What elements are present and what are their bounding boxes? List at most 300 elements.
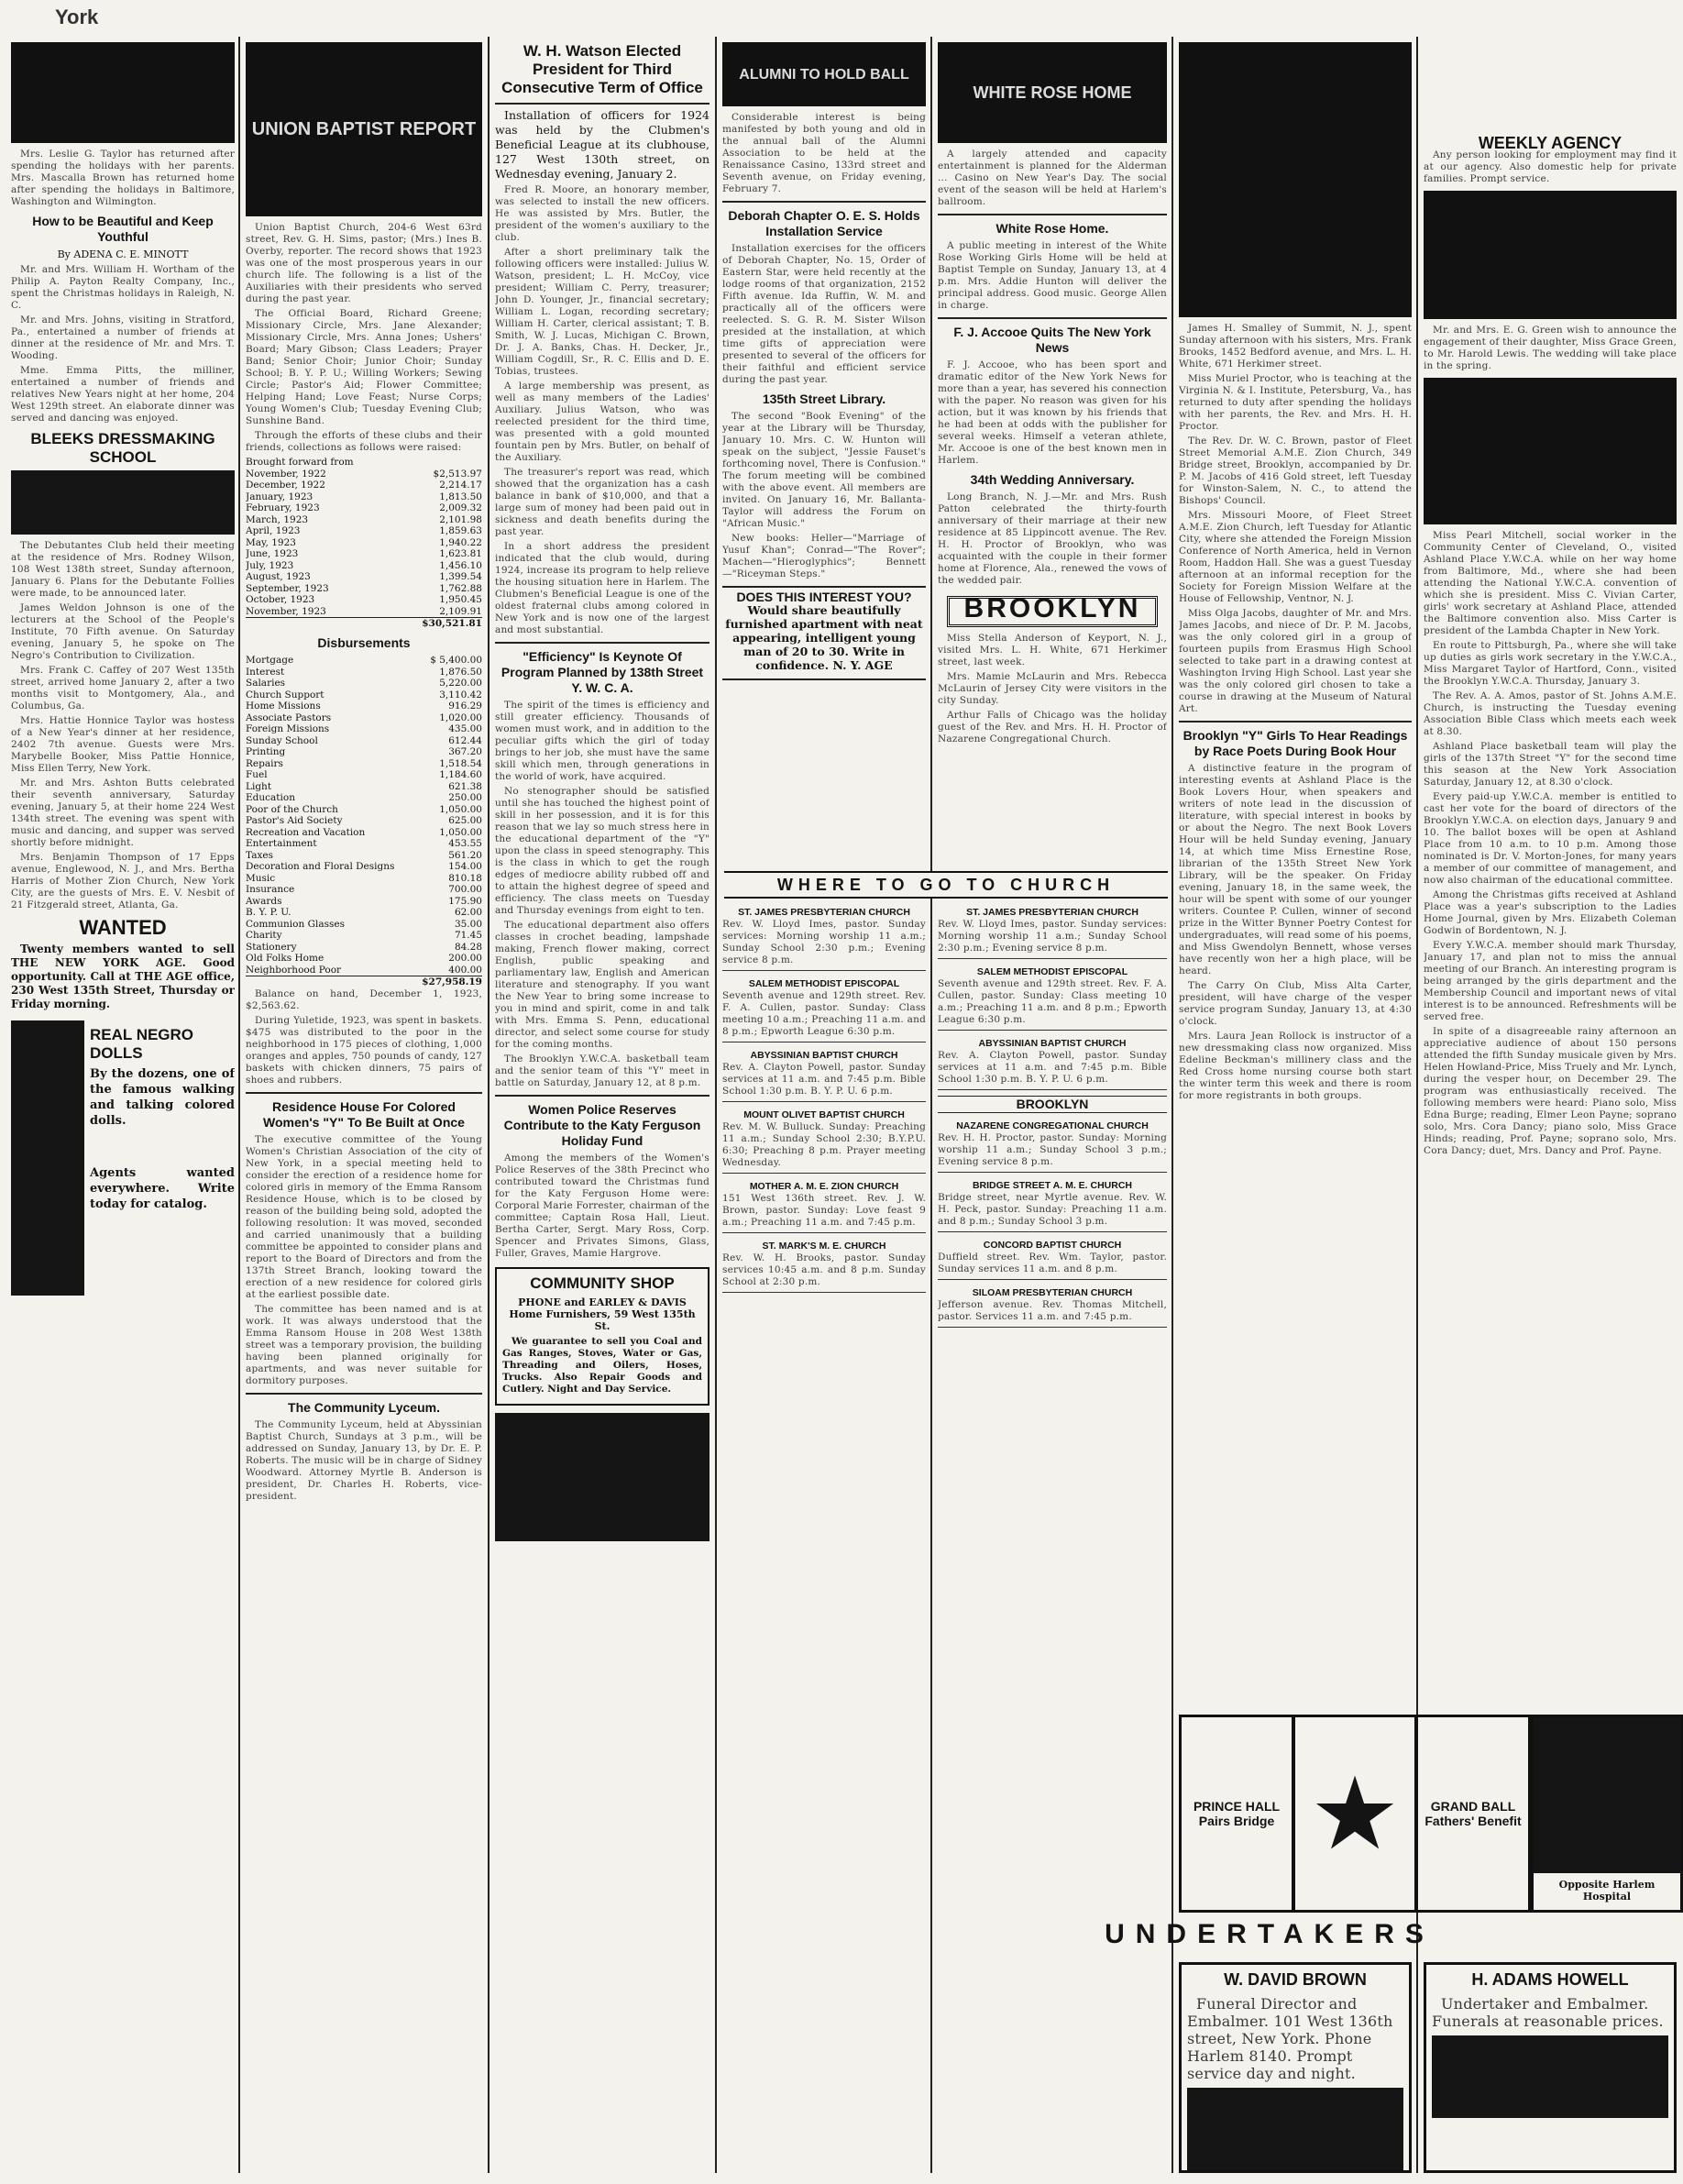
watson-p3: After a short preliminary talk the following officers were installed: Julius W. Watson, president; L. H. McCoy, vice president; William C. Perry, treasurer; John D. Younger, Jr., financial secretary; William L. Logan, recording secretary; William H. Carter, clerical assistant; T. B. Smith, W. J. Lucas, Michigan C. Brown, Dr. J. A. Banks, Chas. H. Decker, Jr., William Cogdill, Sr., R. C. Ellis and D. E. Tobias, trustees. <box>495 247 710 377</box>
undertaker-right <box>1424 1962 1677 2173</box>
church-name: MOTHER A. M. E. ZION CHURCH <box>749 1181 899 1192</box>
ledger-row <box>246 769 482 781</box>
ledger-row <box>246 965 482 976</box>
watson-title: W. H. Watson Elected President for Third Consecutive Term of Office <box>495 42 710 105</box>
honnice-paragraph: Mrs. Hattie Honnice Taylor was hostess of a New Year's dinner at her residence, 2402 7th avenue. Guests were Mrs. Marybelle Booker, Miss Pattie Honnice, Miss Ellen Terry, New York. <box>11 715 235 774</box>
ledger-row <box>246 781 482 793</box>
residence-title: Residence House For Colored Women's "Y" To Be Built at Once <box>246 1092 482 1131</box>
ledger-label: Old Folks Home <box>246 953 324 964</box>
ledger-label: Salaries <box>246 678 286 689</box>
church-text: Rev. W. Lloyd Imes, pastor. Sunday services: Morning worship 11 a.m.; Sunday School 2:30 p.m.; Evening service 8 p.m. <box>938 919 1167 954</box>
casino-paragraph: A largely attended and capacity entertainment is planned for the Alderman ... Casino on New Year's Day. The social event of the season will be held at Harlem's ballroom. <box>938 149 1167 207</box>
ledger-amount: 400.00 <box>448 964 482 976</box>
ledger-amount: 435.00 <box>448 723 482 734</box>
church-name: BRIDGE STREET A. M. E. CHURCH <box>972 1180 1133 1191</box>
ledger-amount: 1,762.88 <box>439 582 482 594</box>
church-entry <box>722 1237 926 1293</box>
ledger-amount: 1,456.10 <box>439 559 482 571</box>
ledger-row <box>246 689 482 701</box>
church-banner <box>724 871 1168 899</box>
receipts-table <box>246 457 482 617</box>
church-name: MOUNT OLIVET BAPTIST CHURCH <box>743 1109 905 1120</box>
watson-p5: The treasurer's report was read, which showed that the organization has a cash balance in bank of $10,000, and that a large sum of money had been paid out in sickness and death benefits during the past year. <box>495 467 710 537</box>
ledger-amount: 561.20 <box>448 849 482 861</box>
shop-title: COMMUNITY SHOP <box>530 1274 675 1292</box>
ledger-label: B. Y. P. U. <box>246 907 292 918</box>
column-rule <box>1172 37 1173 2173</box>
caffey-paragraph: Mrs. Frank C. Caffey of 207 West 135th street, arrived home January 2, after a two months visit to Montgomery, Ala., and Columbus, Ga. <box>11 665 235 711</box>
ledger-row <box>246 548 482 560</box>
ywca-member-paragraph: Every Y.W.C.A. member should mark Thursday, January 17, and plan not to miss the annual meeting of our Branch. An interesting program is being arranged by the girls department and the Membership Council and important news of vital interest is to be announced. Refreshments will be served free. <box>1424 940 1677 1022</box>
dolls-title: REAL NEGRO DOLLS <box>90 1026 194 1062</box>
ledger-amount: 200.00 <box>448 953 482 964</box>
undertaker-right-block <box>1432 2035 1668 2118</box>
watson-p4: A large membership was present, as well as many members of the Ladies' Auxiliary. Julius Watson, who was reelected president for the third time, was presented with a gold mounted fountain pen by Mrs. Butler, on behalf of the Auxiliary. <box>495 381 710 463</box>
ad-hospital <box>1531 1715 1683 1913</box>
church-text: Seventh avenue and 129th street. Rev. F. A. Cullen, pastor. Sunday: Class meeting 10 a.m.; Preaching 11 a.m. and 8 p.m.; Epworth League 6:30 p.m. <box>938 978 1167 1025</box>
ledger-amount: $ 5,400.00 <box>430 655 482 666</box>
ad-grand-ball <box>1415 1715 1531 1913</box>
ledger-row <box>246 583 482 595</box>
column-2 <box>246 37 482 2173</box>
column-3-ad-block <box>495 1413 710 1541</box>
ledger-amount: 1,050.00 <box>439 803 482 815</box>
ad-hospital-text: Opposite Harlem Hospital <box>1558 1879 1656 1903</box>
church-name: ST. JAMES PRESBYTERIAN CHURCH <box>738 907 910 918</box>
ledger-amount: 810.18 <box>448 872 482 884</box>
ledger-row <box>246 606 482 618</box>
church-list <box>722 903 926 1293</box>
community-shop-ad <box>495 1267 710 1406</box>
watson-p1: Installation of officers for 1924 was held by the Clubmen's Beneficial League at its clubhouse, 127 West 130th street, on Wednesday evening, January 2. <box>495 108 710 181</box>
white-rose-text: A public meeting in interest of the White Rose Working Girls Home will be held at Baptist Temple on Sunday, January 13, at 4 p.m. Mrs. Addie Hunton will deliver the principal address. Good music. George Allen in charge. <box>938 240 1167 311</box>
readings-title: Brooklyn "Y" Girls To Hear Readings by Race Poets During Book Hour <box>1179 721 1412 759</box>
proctor-paragraph: Miss Muriel Proctor, who is teaching at the Virginia N. & I. Institute, Petersburg, Va., has returned to duty after spending the holidays with her parents, the Rev. and Mrs. H. H. Proctor. <box>1179 373 1412 432</box>
ledger-row <box>246 919 482 931</box>
ledger-label: Pastor's Aid Society <box>246 815 343 826</box>
efficiency-p3: The educational department also offers classes in crochet beading, lampshade making, French flower making, correct English, public speaking and parliamentary law, English and American literature and stenography. If you want the New Year to bring some increase to you in mind and spirit, come in and talk with Mrs. Emma S. Penn, educational director, and select some course for study for the coming months. <box>495 920 710 1050</box>
ledger-row <box>246 457 482 469</box>
ledger-row <box>246 953 482 965</box>
ledger-label: Fuel <box>246 769 268 780</box>
church-entry <box>938 963 1167 1031</box>
residence-text: The executive committee of the Young Women's Christian Association of the city of New York, in a special meeting held to consider the erection of a residence home for colored girls in memory of the Emma Ransom Residence House, which is to be closed by reason of the building being sold, adopted the following resolution: It was moved, seconded and carried unanimously that a building committee be appointed to consider plans and report to the Board of Directors and from the 137th Street Branch, looking toward the erection of a new residence for colored girls at the earliest possible date. <box>246 1134 482 1300</box>
ledger-row <box>246 907 482 919</box>
agents-text: Agents wanted everywhere. Write today for catalog. <box>90 1166 235 1211</box>
church-text: Duffield street. Rev. Wm. Taylor, pastor. Sunday services 11 a.m. and 8 p.m. <box>938 1252 1167 1274</box>
ad-emblem <box>1292 1715 1417 1913</box>
ledger-label: Brought forward from <box>246 457 354 468</box>
ledger-amount: 916.29 <box>448 700 482 711</box>
church-name: ABYSSINIAN BAPTIST CHURCH <box>978 1038 1127 1049</box>
lyceum-title: The Community Lyceum. <box>246 1393 482 1416</box>
ledger-amount: 250.00 <box>448 792 482 803</box>
ledger-label: Entertainment <box>246 838 317 849</box>
wanted-title: WANTED <box>79 916 167 939</box>
church-text: Rev. H. H. Proctor, pastor. Sunday: Morning worship 11 a.m.; Sunday School 3 p.m.; Evening service 8 p.m. <box>938 1132 1167 1167</box>
ledger-amount: 700.00 <box>448 884 482 895</box>
musicale-paragraph: In spite of a disagreeable rainy afternoon an appreciative audience of about 150 persons attended the fifth Sunday musicale given by Mrs. Helen Howland-Price, Miss Truely and Mr. Lynch, during the vesper hour, on December 29. The program was enthusiastically received. The following members were heard: Piano solo, Miss Edna Burge; reading, Elmer Leon Payne; soprano solo, Mrs. Cora Dancy; piano solo, Miss Grace Hinds; reading, Prof. Payne; soprano solo, Mrs. Cora Dancy; duet, Mrs. Dancy and Prof. Payne. <box>1424 1026 1677 1156</box>
wortham-paragraph: Mr. and Mrs. William H. Wortham of the Philip A. Payton Realty Company, Inc., spent the Christmas holidays in Raleigh, N. C. <box>11 264 235 311</box>
ledger-row <box>246 594 482 606</box>
church-name: NAZARENE CONGREGATIONAL CHURCH <box>956 1120 1149 1131</box>
ledger-amount: 2,101.98 <box>439 513 482 525</box>
ledger-label: December, 1922 <box>246 480 325 491</box>
ad-hospital-block <box>1534 1717 1680 1873</box>
church-name: SALEM METHODIST EPISCOPAL <box>976 966 1128 977</box>
ledger-label: Communion Glasses <box>246 918 345 930</box>
church-entry <box>722 1177 926 1233</box>
star-emblem-icon: ★ <box>1309 1755 1401 1872</box>
church-entry <box>938 1176 1167 1232</box>
ledger-row <box>246 491 482 503</box>
ledger-row <box>246 712 482 724</box>
ledger-amount: 3,110.42 <box>439 689 482 700</box>
efficiency-p2: No stenographer should be satisfied until she has touched the highest point of skill in her possession, and it is for this reason that we lay so much stress here in the educational department of the "Y" upon the class in speed stenography. This is the class in which to get the rough edges of mediocre ability rubbed off and to attain the highest degree of speed and efficiency. The class meets on Tuesday and Thursday evenings from eight to ten. <box>495 786 710 916</box>
ledger-label: Church Support <box>246 689 324 700</box>
interest-ad <box>722 586 926 680</box>
church-listing-right <box>938 903 1167 2173</box>
undertaker-left-name: W. DAVID BROWN <box>1224 1970 1367 1989</box>
church-text: Seventh avenue and 129th street. Rev. F. A. Cullen, pastor. Sunday: Class meeting 10 a.m.; Preaching 11 a.m. and 8 p.m.; Epworth League 6:30 p.m. <box>722 990 926 1037</box>
falls-paragraph: Arthur Falls of Chicago was the holiday guest of the Rev. and Mrs. H. H. Proctor of Nazarene Congregational Church. <box>938 710 1167 745</box>
deborah-text: Installation exercises for the officers of Deborah Chapter, No. 15, Order of Eastern Star, were held recently at the lodge rooms of that organization, 2152 Fifth avenue. Ida Ruffin, W. M. and practically all of the officers were reelected. S. G. R. M. Sister Wilson presided at the installation, at which time gifts of appreciation were presented to several of the officers for their faithful and efficient service during the past year. <box>722 243 926 385</box>
police-text: Among the members of the Women's Police Reserves of the 38th Precinct who contributed toward the Christmas fund for the Katy Ferguson Home were: Corporal Marie Forrester, chairman of the committee; Captain Rosa Hall, Lieut. Bertha Carter, Sergt. Mary Ross, Corp. Spencer and Privates Simons, Glass, Fuller, Graves, Mamie Hargrove. <box>495 1153 710 1259</box>
watson-p6: In a short address the president indicated that the club would, during 1924, increase its program to help relieve the housing situation here in Harlem. The Clubmen's Beneficial League is one of the oldest fraternal clubs among colored in New York and is now one of the largest and most substantial. <box>495 541 710 635</box>
pitts-paragraph: Mme. Emma Pitts, the milliner, entertained a number of friends and relatives New Years night at her home, 204 West 129th street. An elaborate dinner was served and dancing was enjoyed. <box>11 365 235 424</box>
receipts-total: $30,521.81 <box>246 617 482 630</box>
carry-on-paragraph: The Carry On Club, Miss Alta Carter, president, will have charge of the vesper service program Sunday, January 13, at 4:30 o'clock. <box>1179 980 1412 1027</box>
ledger-row <box>246 723 482 735</box>
johns-paragraph: Mr. and Mrs. Johns, visiting in Stratford, Pa., entertained a number of friends at dinner at the residence of Mr. and Mrs. T. Wooding. <box>11 314 235 361</box>
ledger-amount: 1,518.54 <box>439 757 482 769</box>
ledger-amount: 1,876.50 <box>439 666 482 678</box>
ledger-label: Stationery <box>246 941 297 953</box>
cards-paragraph: Mr. and Mrs. E. G. Green wish to announce the engagement of their daughter, Miss Grace Green, to Mr. Harold Lewis. The wedding will take place in the spring. <box>1424 325 1677 371</box>
deborah-title: Deborah Chapter O. E. S. Holds Installation Service <box>722 201 926 239</box>
ledger-amount: 1,950.45 <box>439 594 482 605</box>
white-rose-title: White Rose Home. <box>938 214 1167 237</box>
books-text: New books: Heller—"Marriage of Yusuf Khan"; Conrad—"The Rover"; Machen—"Hieroglyphics"; Bennett—"Riceyman Steps." <box>722 533 926 579</box>
ledger-row <box>246 480 482 491</box>
column-7-ad-block <box>1424 191 1677 319</box>
ledger-label: Music <box>246 872 276 884</box>
beauty-title: How to be Beautiful and Keep Youthful <box>32 214 214 244</box>
ledger-label: January, 1923 <box>246 491 314 502</box>
library-title: 135th Street Library. <box>762 392 886 406</box>
column-5-header-block <box>938 42 1167 143</box>
church-entry <box>722 975 926 1042</box>
ledger-amount: 2,109.91 <box>439 605 482 617</box>
agency-ad-text: Any person looking for employment may find it at our agency. Also domestic help for private families. Prompt service. <box>1424 149 1677 184</box>
bleeks-ad-block <box>11 470 235 535</box>
ledger-row <box>246 827 482 839</box>
ledger-label: November, 1923 <box>246 605 326 617</box>
column-6-header-block <box>1179 42 1412 317</box>
christmas-paragraph: Among the Christmas gifts received at Ashland Place was a year's subscription to the Ladies Home Journal, given by Mrs. Elizabeth Coleman Godwin of Bordentown, N. J. <box>1424 889 1677 936</box>
ledger-row <box>246 942 482 954</box>
church-list <box>938 1117 1167 1328</box>
ad-prince-hall-text: PRINCE HALL Pairs Bridge <box>1193 1799 1281 1828</box>
ledger-label: Insurance <box>246 884 295 895</box>
ledger-label: Home Missions <box>246 700 321 711</box>
ledger-row <box>246 884 482 896</box>
church-entry <box>938 1034 1167 1090</box>
ledger-amount: 621.38 <box>448 780 482 792</box>
ledger-label: Light <box>246 780 272 792</box>
ledger-row <box>246 502 482 514</box>
church-text: Jefferson avenue. Rev. Thomas Mitchell, pastor. Services 11 a.m. and 7:45 p.m. <box>938 1299 1167 1322</box>
ledger-row <box>246 469 482 480</box>
butts-paragraph: Mr. and Mrs. Ashton Butts celebrated their seventh anniversary, Saturday evening, January 5, at their home 224 West 134th street. The evening was spent with music and dancing, and supper was served shortly before midnight. <box>11 778 235 848</box>
ledger-amount: $2,513.97 <box>433 468 482 480</box>
ledger-amount: 1,940.22 <box>439 536 482 548</box>
social-paragraph: Mrs. Leslie G. Taylor has returned after spending the holidays with her parents. Mrs. Mascalla Brown has returned home after spending the holidays in Baltimore, Washington and Wilmington. <box>11 149 235 207</box>
church-text: Bridge street, near Myrtle avenue. Rev. W. H. Peck, pastor. Sunday: Preaching 11 a.m. and 8 p.m.; Sunday School 3 p.m. <box>938 1192 1167 1227</box>
ledger-row <box>246 930 482 942</box>
ledger-row <box>246 655 482 667</box>
doll-image <box>11 1020 84 1296</box>
ledger-label: June, 1923 <box>246 548 299 559</box>
church-name: SALEM METHODIST EPISCOPAL <box>748 978 900 989</box>
church-entry <box>938 1236 1167 1280</box>
column-1 <box>11 37 235 2173</box>
dolls-text: By the dozens, one of the famous walking and talking colored dolls. <box>90 1067 235 1128</box>
ledger-amount: 1,050.00 <box>439 826 482 838</box>
smalley-paragraph: James H. Smalley of Summit, N. J., spent Sunday afternoon with his sisters, Mrs. Frank Brooks, 1452 Bedford avenue, and Mrs. L. H. White, 671 Herkimer street. <box>1179 323 1412 370</box>
shop-subtitle: PHONE and EARLEY & DAVIS Home Furnishers, 59 West 135th St. <box>509 1296 696 1332</box>
ledger-label: Neighborhood Poor <box>246 964 342 976</box>
wanted-text: Twenty members wanted to sell THE NEW YORK AGE. Good opportunity. Call at THE AGE office, 230 West 135th Street, Thursday or Friday morning. <box>11 943 235 1010</box>
efficiency-p4: The Brooklyn Y.W.C.A. basketball team and the senior team of this "Y" meet in battle on Saturday, January 12, at 8 p.m. <box>495 1053 710 1088</box>
interest-title: DOES THIS INTEREST YOU? <box>736 590 912 604</box>
ledger-row <box>246 560 482 572</box>
ledger-amount: 1,020.00 <box>439 711 482 723</box>
debutantes-paragraph: The Debutantes Club held their meeting at the residence of Mrs. Rodney Wilson, 108 West 138th street, Sunday afternoon, January 6. Plans for the Debutante Follies were made, to be announced later. <box>11 540 235 599</box>
church-entry <box>722 1046 926 1102</box>
church-text: Rev. A. Clayton Powell, pastor. Sunday services at 11 a.m. and 7:45 p.m. Bible School 1:30 p.m. B. Y. P. U. 6 p.m. <box>938 1050 1167 1085</box>
ledger-row <box>246 873 482 885</box>
column-6 <box>1179 37 1412 1192</box>
ledger-row <box>246 896 482 908</box>
interest-text: Would share beautifully furnished apartment with neat appearing, intelligent young man of 20 to 30. Write in confidence. N. Y. AGE <box>725 603 923 672</box>
pittsburgh-paragraph: En route to Pittsburgh, Pa., where she will take up duties as girls work secretary in the Y.W.C.A., Miss Margaret Taylor of Hartford, Conn., visited the Brooklyn Y.W.C.A. Thursday, January 3. <box>1424 640 1677 687</box>
ledger-amount: 2,009.32 <box>439 502 482 513</box>
church-text: 151 West 136th street. Rev. J. W. Brown, pastor. Sunday: Love feast 9 a.m.; Preaching 11 a.m. and 7:45 p.m. <box>722 1193 926 1228</box>
ledger-amount: 5,220.00 <box>439 678 482 689</box>
column-7-memorial-block <box>1424 378 1677 524</box>
disbursements-title: Disbursements <box>317 635 411 650</box>
undertakers-banner <box>862 1914 1678 1955</box>
mitchell-paragraph: Miss Pearl Mitchell, social worker in the Community Center of Cleveland, O., visited Ashland Place Y.W.C.A. while on her way home from Baltimore, Md., where she had been attending the National Y.W.C.A. convention of which she is president. Miss C. Vivian Carter, girls' work secretary at Ashland Place, attended the Baltimore convention also. Miss Carter is president of the Lambda Chapter in New York. <box>1424 530 1677 636</box>
masthead-left <box>55 6 440 31</box>
ledger-amount: 1,399.54 <box>439 571 482 582</box>
weldon-paragraph: James Weldon Johnson is one of the lecturers at the School of the People's Institute, 70 Fifth avenue. On Saturday evening, January 5, he spoke on The Negro's Contribution to Civilization. <box>11 602 235 661</box>
ledger-label: Awards <box>246 895 282 907</box>
ledger-label: November, 1922 <box>246 468 326 480</box>
balance-line: Balance on hand, December 1, 1923, $2,563.62. <box>246 988 482 1011</box>
union-auxiliaries: The Official Board, Richard Greene; Missionary Circle, Mrs. Jane Alexander; Missionary Circle, Mrs. Anna Jones; Ushers' Board; Mary Gibson; Class Leaders; Prayer Band; Senior Choir; Junior Choir; Sunday School; B. Y. P. U.; Willing Workers; Sewing Circle; Pastor's Aid; Flower Committee; Helping Hand; Love Feast; Nurse Corps; Young Women's Club; Tuesday Evening Club; Sunshine Band. <box>246 308 482 426</box>
ledger-amount: 2,214.17 <box>439 480 482 491</box>
brooklyn-banner-text: BROOKLYN <box>963 593 1141 623</box>
church-name: CONCORD BAPTIST CHURCH <box>983 1240 1122 1251</box>
ledger-label: Charity <box>246 930 282 941</box>
church-name: SILOAM PRESBYTERIAN CHURCH <box>972 1287 1133 1298</box>
disbursements-total: $27,958.19 <box>246 976 482 988</box>
church-entry <box>938 1284 1167 1328</box>
column-5-title: WHITE ROSE HOME <box>973 83 1132 102</box>
column-rule <box>715 37 717 2173</box>
brown-paragraph: The Rev. Dr. W. C. Brown, pastor of Fleet Street Memorial A.M.E. Zion Church, 349 Bridge street, Brooklyn, accompanied by Dr. P. M. Jacobs of 416 Gold street, left Tuesday for Winston-Salem, N. C., to attend the Bishops' Council. <box>1179 436 1412 506</box>
column-rule <box>930 37 932 2173</box>
committee-text: The committee has been named and is at work. It was always understood that the Emma Ransom House in 208 West 138th street was a temporary provision, the building having been planned originally for apartments, and was never suitable for dormitory purposes. <box>246 1304 482 1386</box>
bleeks-title: BLEEKS DRESSMAKING SCHOOL <box>30 430 215 466</box>
undertakers-title: UNDERTAKERS <box>1105 1919 1435 1949</box>
masthead-left-text: York <box>55 6 99 28</box>
agency-title: WEEKLY AGENCY <box>1478 134 1622 152</box>
ledger-label: Sunday School <box>246 734 318 746</box>
ledger-amount: 154.00 <box>448 861 482 872</box>
readings-text: A distinctive feature in the program of interesting events at Ashland Place is the Book Lovers Hour, when speakers and writers of note lead in the discussion of literature, with special interest in books by or about the Negro. The next Book Lovers Hour will be held Sunday evening, January 14, at which time Miss Ernestine Rose, librarian of the 135th Street New York Library, will be the speaker. On Friday evening, January 18, in the same week, the hour will be spent with some of our younger writers. Countee P. Cullen, winner of second prize in the Witter Bynner Poetry Contest for undergraduates, will read some of his poems, and Miss Gwendolyn Bennett, whose verses have recently won her a high place, will be heard. <box>1179 763 1412 976</box>
ledger-label: Decoration and Floral Designs <box>246 861 395 872</box>
church-name: ST. MARK'S M. E. CHURCH <box>762 1241 886 1252</box>
union-through: Through the efforts of these clubs and their friends, collections as follows were raised: <box>246 430 482 453</box>
ledger-row <box>246 758 482 770</box>
column-1-header-block <box>11 42 235 143</box>
church-text: Rev. W. Lloyd Imes, pastor. Sunday services: Morning worship 11 a.m.; Sunday School 2:30 p.m.; Evening service 8 p.m. <box>722 919 926 965</box>
accooe-text: F. J. Accooe, who has been sport and dramatic editor of the New York News for more than a year, has severed his connection with the paper. No reason was given for his action, but it was known by his friends that he had been at odds with the publisher for several weeks. Himself a veteran athlete, Mr. Accooe is one of the best known men in Harlem. <box>938 359 1167 466</box>
ledger-row <box>246 746 482 758</box>
church-text: Rev. W. H. Brooks, pastor. Sunday services 10:45 a.m. and 8 p.m. Sunday School at 2:30 p.m. <box>722 1252 926 1287</box>
ledger-row <box>246 700 482 712</box>
mamie-paragraph: Mrs. Mamie McLaurin and Mrs. Rebecca McLaurin of Jersey City were visitors in the city Sunday. <box>938 671 1167 706</box>
ledger-row <box>246 514 482 526</box>
ledger-row <box>246 735 482 747</box>
voting-paragraph: Every paid-up Y.W.C.A. member is entitled to cast her vote for the board of directors of the Brooklyn Y.W.C.A. on election days, January 9 and 10. The ballot boxes will be open at Ashland Place from 10 a.m. to 10 p.m. Among those nominated is Dr. V. Morton-Jones, for many years a member of our committee of management, and now also chairman of the educational committee. <box>1424 791 1677 886</box>
ledger-label: August, 1923 <box>246 571 311 582</box>
brooklyn-banner <box>947 593 1158 627</box>
ledger-label: Poor of the Church <box>246 803 338 815</box>
basketball-paragraph: Ashland Place basketball team will play the girls of the 137th Street "Y" for the second time this season at the New York Association Saturday, January 12, at 8.30 o'clock. <box>1424 741 1677 788</box>
ledger-label: Associate Pastors <box>246 711 332 723</box>
undertaker-left-block <box>1187 2088 1403 2170</box>
column-rule <box>488 37 490 2173</box>
ledger-row <box>246 838 482 850</box>
undertaker-right-name: H. ADAMS HOWELL <box>1471 1970 1629 1989</box>
ledger-label: Foreign Missions <box>246 723 330 734</box>
rollock-paragraph: Mrs. Laura Jean Rollock is instructor of a new dressmaking class now organized. Miss Edeline Beckman's millinery class and the Red Cross home nursing course both start the winter term this week and there is room for more registrants in both groups. <box>1179 1031 1412 1101</box>
ledger-amount: 35.00 <box>454 918 482 930</box>
ledger-row <box>246 861 482 873</box>
wedding-text: Long Branch, N. J.—Mr. and Mrs. Rush Patton celebrated the thirty-fourth anniversary of their marriage at their new residence at 85 Lippincott avenue. The Rev. H. H. Proctor of Brooklyn, who was acquainted with the couple in their former home at Florence, Ala., renewed the vows of the wedded pair. <box>938 491 1167 586</box>
ledger-label: October, 1923 <box>246 594 315 605</box>
column-rule <box>238 37 240 2173</box>
ledger-row <box>246 815 482 827</box>
ledger-amount: 1,623.81 <box>439 548 482 559</box>
church-listing-left <box>722 903 926 2173</box>
ledger-label: April, 1923 <box>246 525 301 536</box>
ledger-label: February, 1923 <box>246 502 320 513</box>
police-title: Women Police Reserves Contribute to the Katy Ferguson Holiday Fund <box>495 1095 710 1149</box>
ledger-label: Recreation and Vacation <box>246 826 366 838</box>
church-name: ST. JAMES PRESBYTERIAN CHURCH <box>966 907 1138 918</box>
ledger-label: Repairs <box>246 757 283 769</box>
column-4-header-block <box>722 42 926 106</box>
union-intro: Union Baptist Church, 204-6 West 63rd street, Rev. G. H. Sims, pastor; (Mrs.) Ines B. Overby, reporter. The record shows that 1923 was one of the most prosperous years in our church life. The following is a list of the Auxiliaries with their presidents who served during the past year. <box>246 222 482 304</box>
ledger-label: Mortgage <box>246 655 294 666</box>
ledger-amount: 367.20 <box>448 746 482 757</box>
ledger-row <box>246 804 482 816</box>
ledger-row <box>246 678 482 689</box>
church-entry <box>938 903 1167 959</box>
ledger-label: Education <box>246 792 295 803</box>
church-brooklyn-title: BROOKLYN <box>938 1096 1167 1113</box>
moore-paragraph: Mrs. Missouri Moore, of Fleet Street A.M.E. Zion Church, left Tuesday for Atlantic City, where she attended the Foreign Mission Conference of North America, held in Vernon Room, Haddon Hall. She was a guest Tuesday afternoon at an informal reception for the Society for Foreign Mission Welfare at the House of Fellowship, Ventnor, N. J. <box>1179 510 1412 604</box>
column-2-title: UNION BAPTIST REPORT <box>251 118 477 139</box>
column-3 <box>495 37 710 2173</box>
ledger-row <box>246 667 482 678</box>
stella-paragraph: Miss Stella Anderson of Keyport, N. J., visited Mrs. L. H. White, 671 Herkimer street, last week. <box>938 633 1167 667</box>
ledger-row <box>246 792 482 804</box>
ledger-amount: 625.00 <box>448 815 482 826</box>
accooe-title: F. J. Accooe Quits The New York News <box>938 317 1167 356</box>
efficiency-title: "Efficiency" Is Keynote Of Program Planned by 138th Street Y. W. C. A. <box>495 642 710 696</box>
thompson-paragraph: Mrs. Benjamin Thompson of 17 Epps avenue, Englewood, N. J., and Mrs. Bertha Harris of Mother Zion Church, New York City, are the guests of Mrs. E. V. Nesbit of 21 Fitzgerald street, Atlanta, Ga. <box>11 852 235 910</box>
ledger-amount: 84.28 <box>454 941 482 953</box>
ledger-label: Interest <box>246 666 285 678</box>
church-entry <box>938 1117 1167 1173</box>
shop-text: We guarantee to sell you Coal and Gas Ranges, Stoves, Water or Gas, Threading and Oilers, Hoses, Trucks. Also Repair Goods and Cutlery. Night and Day Service. <box>502 1336 702 1395</box>
ledger-row <box>246 525 482 537</box>
ledger-amount: 453.55 <box>448 838 482 849</box>
wedding-title: 34th Wedding Anniversary. <box>970 472 1135 487</box>
dolls-ad-text <box>90 1020 235 1296</box>
ledger-amount: 1,184.60 <box>439 769 482 780</box>
column-4-title: ALUMNI TO HOLD BALL <box>739 66 909 83</box>
undertaker-left <box>1179 1962 1412 2173</box>
ad-grand-ball-text: GRAND BALL Fathers' Benefit <box>1424 1799 1522 1828</box>
column-7 <box>1424 37 1677 1192</box>
church-banner-text: WHERE TO GO TO CHURCH <box>776 875 1116 894</box>
church-name: ABYSSINIAN BAPTIST CHURCH <box>750 1050 898 1061</box>
ledger-label: September, 1923 <box>246 582 329 594</box>
church-entry <box>722 903 926 971</box>
column-2-header-block <box>246 42 482 216</box>
ledger-label: March, 1923 <box>246 513 309 525</box>
ledger-amount: 62.00 <box>454 907 482 918</box>
ledger-amount: 71.45 <box>454 930 482 941</box>
disbursements-table <box>246 655 482 976</box>
efficiency-p1: The spirit of the times is efficiency and still greater efficiency. Thousands of women must work, and in addition to the peculiar gifts which the girl of today brings to her job, she must have the same skill which men, through generations in the world of work, have acquired. <box>495 700 710 782</box>
alumni-paragraph: Considerable interest is being manifested by both young and old in the annual ball of the Alumni Association to be held at the Renaissance Casino, 133rd street and Seventh avenue, on Friday evening, February 7. <box>722 112 926 194</box>
watson-p2: Fred R. Moore, an honorary member, was selected to install the new officers. He was assisted by Mrs. Butler, the president of the women's auxiliary to the club. <box>495 184 710 243</box>
church-entry <box>722 1106 926 1174</box>
undertaker-left-text: Funeral Director and Embalmer. 101 West 136th street, New York. Phone Harlem 8140. Prompt service day and night. <box>1187 1995 1393 2082</box>
church-text: Rev. A. Clayton Powell, pastor. Sunday services at 11 a.m. and 7:45 p.m. Bible School 1:30 p.m. B. Y. P. U. 6 p.m. <box>722 1062 926 1097</box>
ledger-label: July, 1923 <box>246 559 294 571</box>
dolls-ad <box>11 1020 235 1296</box>
yuletide-paragraph: During Yuletide, 1923, was spent in baskets. $475 was distributed to the poor in the neighborhood in 175 pieces of clothing, 1,000 oranges and apples, 750 pounds of candy, 127 baskets with chicken dinners, 75 pairs of shoes and rubbers. <box>246 1015 482 1086</box>
church-text: Rev. M. W. Bulluck. Sunday: Preaching 11 a.m.; Sunday School 2:30; B.Y.P.U. 6:30; Preaching 8 p.m. Prayer meeting Wednesday. <box>722 1121 926 1168</box>
undertaker-right-text: Undertaker and Embalmer. Funerals at reasonable prices. <box>1432 1995 1664 2030</box>
column-5 <box>938 37 1167 866</box>
ledger-row <box>246 571 482 583</box>
ad-prince-hall <box>1179 1715 1294 1913</box>
ledger-row <box>246 537 482 549</box>
ledger-amount: 612.44 <box>448 734 482 746</box>
beauty-byline: By ADENA C. E. MINOTT <box>57 248 189 260</box>
amos-paragraph: The Rev. A. A. Amos, pastor of St. Johns A.M.E. Church, is instructing the Tuesday evening Association Bible Class which meets each week at 8.30. <box>1424 690 1677 737</box>
